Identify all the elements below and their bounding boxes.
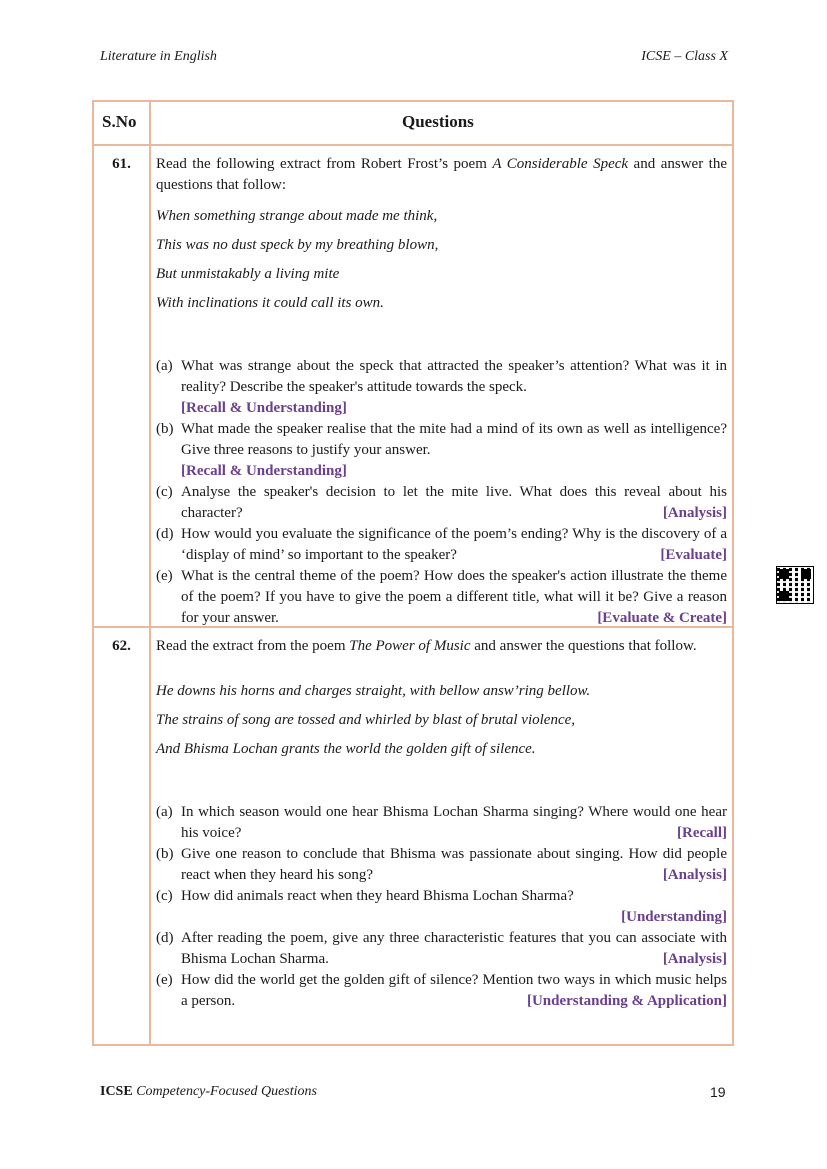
question-61-subquestions [156, 356, 727, 629]
skill-tag: [Analysis] [662, 505, 727, 521]
subquestion-label: (b) [156, 421, 174, 437]
subquestion-label: (c) [156, 888, 173, 904]
subquestion [156, 844, 727, 886]
question-62 [156, 636, 727, 1012]
poem-line: He downs his horns and charges straight, with bellow answ’ring bellow. [156, 683, 591, 699]
page-number: 19 [710, 1084, 726, 1100]
subquestion-text: How did animals react when they heard Bhisma Lochan Sharma? [181, 888, 574, 904]
skill-tag: [Analysis] [662, 867, 727, 883]
subquestion-label: (e) [156, 568, 173, 584]
questions-table [92, 100, 734, 1046]
poem-title: The Power of Music [349, 638, 471, 654]
column-header-sno: S.No [102, 112, 137, 131]
subquestion-label: (a) [156, 358, 173, 374]
subquestion-text: What was strange about the speck that attracted the speaker’s attention? What was it in reality? Describe the speaker's attitude towards the speck. [181, 358, 727, 395]
question-62-intro [156, 636, 727, 657]
poem-line: And Bhisma Lochan grants the world the golden gift of silence. [156, 741, 536, 757]
subquestion [156, 928, 727, 970]
column-divider [149, 102, 151, 1044]
poem-line: With inclinations it could call its own. [156, 295, 384, 311]
subquestion-text: Analyse the speaker's decision to let the mite live. What does this reveal about his character? [181, 484, 727, 521]
subquestion-label: (b) [156, 846, 174, 862]
subquestion [156, 524, 727, 566]
skill-tag: [Evaluate] [660, 547, 727, 563]
subquestion-text: How did the world get the golden gift of silence? Mention two ways in which music helps a person. [181, 972, 727, 1009]
subquestion [156, 802, 727, 844]
subquestion [156, 566, 727, 629]
poem-line: When something strange about made me think, [156, 208, 438, 224]
question-62-subquestions [156, 802, 727, 1012]
poem-line: This was no dust speck by my breathing blown, [156, 237, 439, 253]
subquestion-text: Give one reason to conclude that Bhisma was passionate about singing. How did people react when they heard his song? [181, 846, 727, 883]
skill-tag: [Recall & Understanding] [181, 463, 347, 479]
question-61 [156, 154, 727, 629]
footer-subtitle: Competency-Focused Questions [136, 1084, 317, 1099]
footer-brand: ICSE [100, 1084, 133, 1099]
intro-text: and answer the questions that follow. [470, 638, 697, 654]
intro-text: and answer the questions that follow: [156, 156, 728, 193]
qr-code-icon[interactable] [776, 566, 814, 604]
skill-tag: [Understanding & Application] [526, 993, 727, 1009]
header-row-divider [94, 144, 732, 146]
skill-tag: [Recall & Understanding] [181, 400, 347, 416]
subquestion [156, 482, 727, 524]
qr-code-pattern [777, 567, 813, 603]
footer-title [100, 1084, 317, 1100]
subquestion-label: (c) [156, 484, 173, 500]
skill-tag: [Evaluate & Create] [597, 610, 727, 626]
skill-tag: [Analysis] [662, 951, 727, 967]
poem-title: A Considerable Speck [492, 156, 629, 172]
subquestion-label: (d) [156, 526, 174, 542]
poem-line: The strains of song are tossed and whirled by blast of brutal violence, [156, 712, 576, 728]
subquestion-text: What is the central theme of the poem? How does the speaker's action illustrate the theme of the poem? If you have to give the poem a different title, what will it be? Give a reason for your answer. [181, 568, 727, 626]
subquestion [156, 419, 727, 482]
skill-tag: [Understanding] [621, 909, 727, 925]
poem-line: But unmistakably a living mite [156, 266, 340, 282]
question-number-61: 61. [112, 156, 131, 172]
subquestion-text: What made the speaker realise that the mite had a mind of its own as well as intelligence? Give three reasons to justify your answer. [181, 421, 727, 458]
column-header-questions: Questions [402, 112, 474, 131]
intro-text: Read the extract from the poem [156, 638, 350, 654]
subquestion-text: After reading the poem, give any three characteristic features that you can associate with Bhisma Lochan Sharma. [181, 930, 727, 967]
header-subject: Literature in English [100, 49, 217, 64]
question-number-62: 62. [112, 638, 131, 654]
question-61-intro [156, 154, 727, 196]
subquestion [156, 886, 727, 928]
subquestion-text: How would you evaluate the significance of the poem’s ending? Why is the discovery of a ‘display of mind’ so important to the speaker? [181, 526, 727, 563]
subquestion-label: (d) [156, 930, 174, 946]
skill-tag: [Recall] [677, 825, 727, 841]
subquestion-text: In which season would one hear Bhisma Lochan Sharma singing? Where would one hear his voice? [181, 804, 727, 841]
header-class: ICSE – Class X [641, 49, 728, 64]
subquestion [156, 356, 727, 419]
subquestion-label: (e) [156, 972, 173, 988]
intro-text: Read the following extract from Robert Frost’s poem [156, 156, 493, 172]
subquestion-label: (a) [156, 804, 173, 820]
subquestion [156, 970, 727, 1012]
